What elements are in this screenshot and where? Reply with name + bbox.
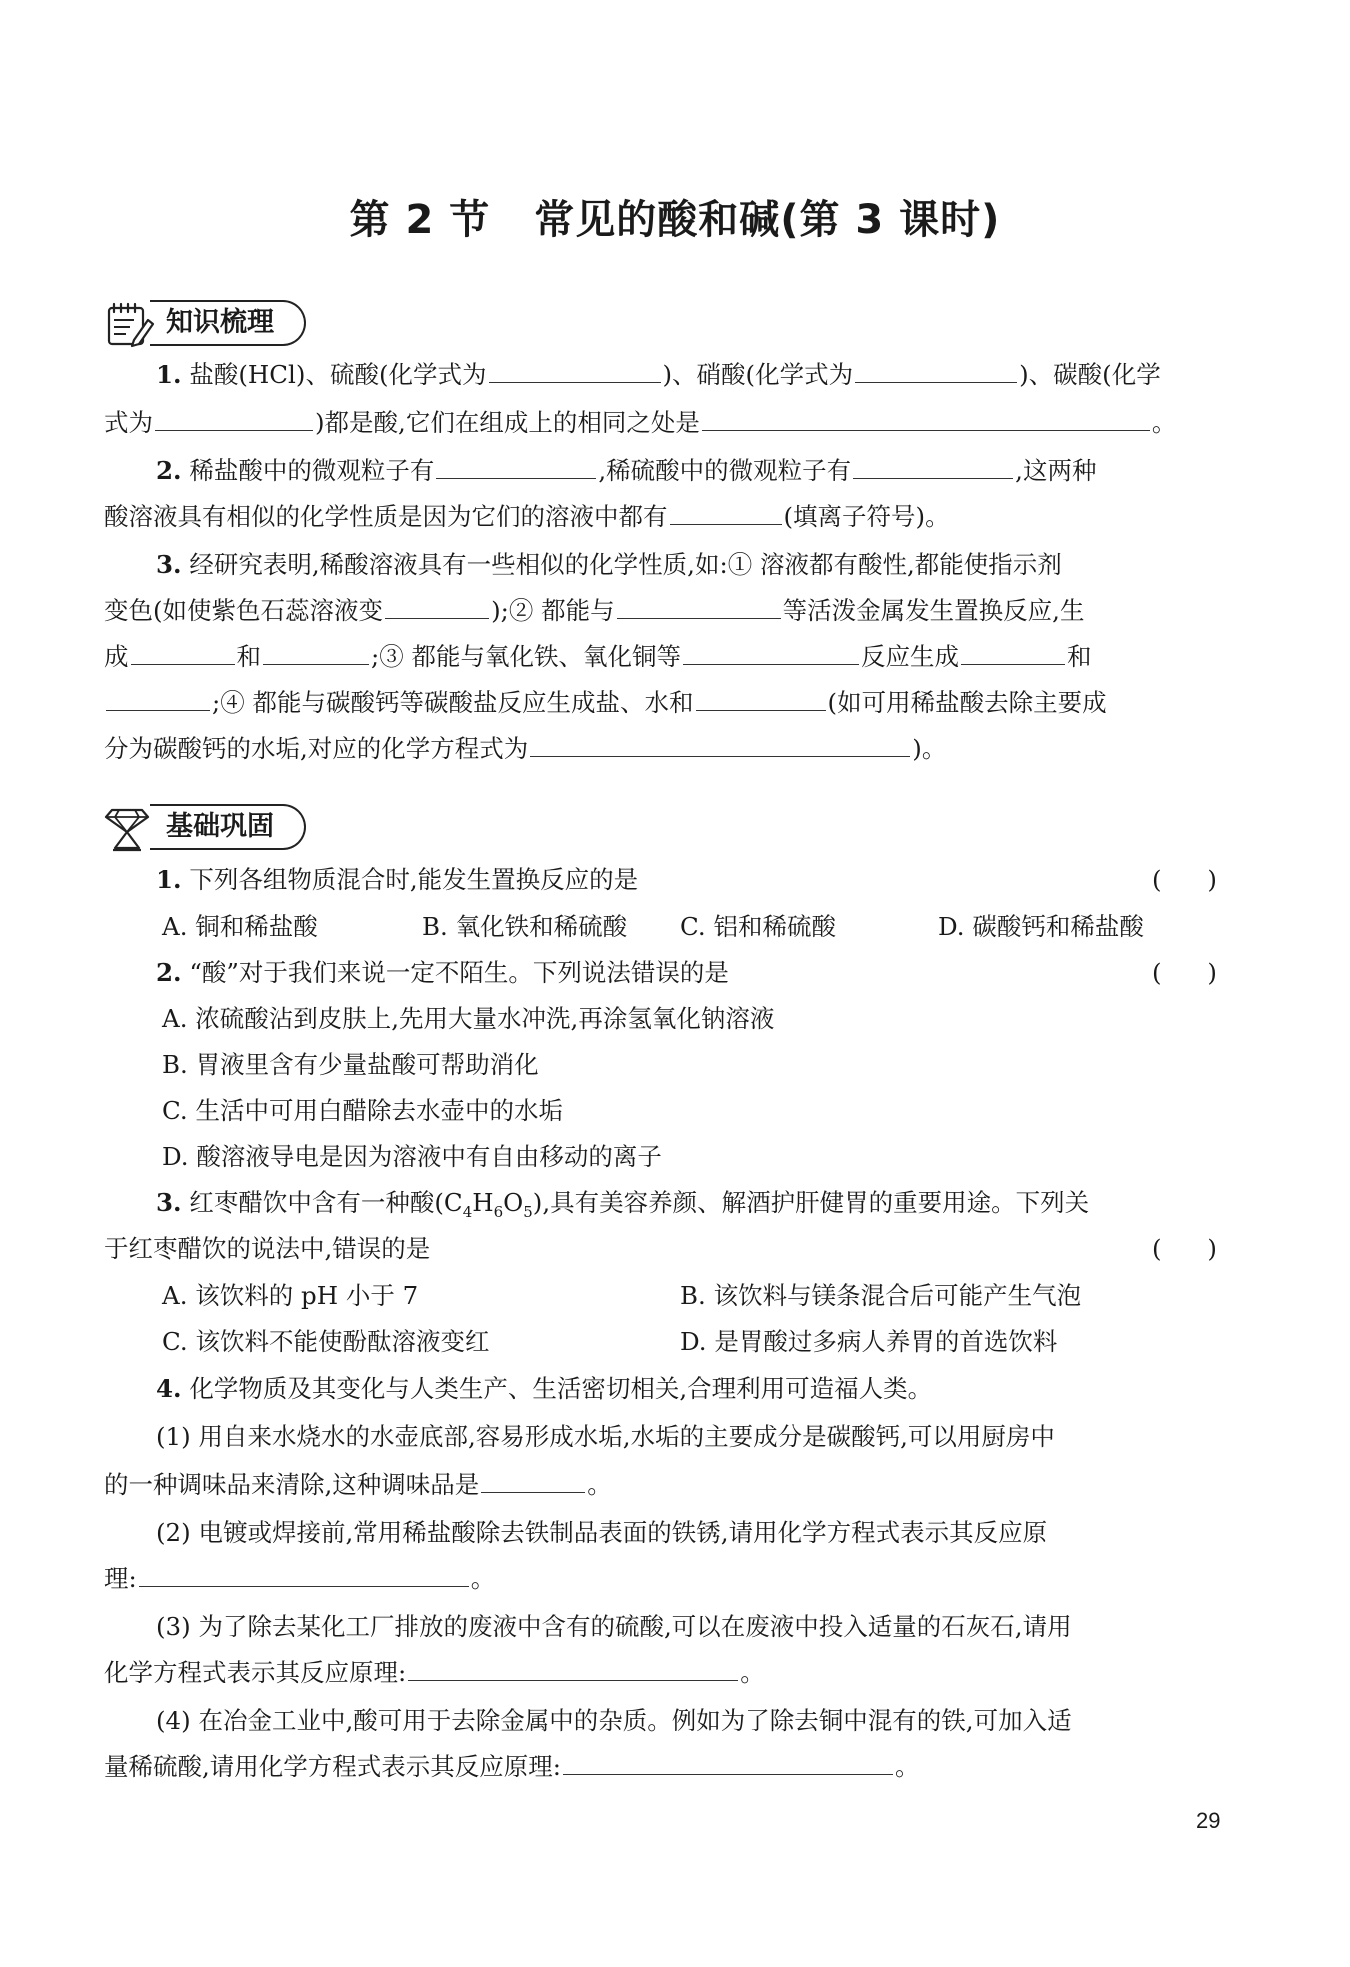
knowledge-q3-line1 <box>156 548 1062 582</box>
basics-q4-part1-line2 <box>104 1468 612 1502</box>
q-text: 等活泼金属发生置换反应,生 <box>782 596 1085 625</box>
knowledge-heading: 知识梳理 <box>150 300 306 346</box>
knowledge-q3-line3 <box>104 640 1092 674</box>
q-text: (如可用稀盐酸去除主要成 <box>827 688 1107 717</box>
q3-option-a[interactable]: A. 该饮料的 pH 小于 7 <box>162 1281 419 1310</box>
page-number: 29 <box>1196 1808 1221 1833</box>
q-text: H <box>472 1188 494 1217</box>
q-text: 式为 <box>104 408 153 437</box>
answer-blank[interactable] <box>961 640 1065 665</box>
answer-blank[interactable] <box>683 640 859 665</box>
knowledge-q2-line1 <box>156 454 1096 488</box>
q-text: 反应生成 <box>861 642 960 671</box>
q1-option-c[interactable]: C. 铝和稀硫酸 <box>680 912 836 941</box>
answer-blank[interactable] <box>481 1468 585 1493</box>
q1-option-d[interactable]: D. 碳酸钙和稀盐酸 <box>938 912 1144 941</box>
q-text: 稀盐酸中的微观粒子有 <box>189 456 435 485</box>
answer-blank[interactable] <box>617 594 781 619</box>
answer-parentheses[interactable]: ( ) <box>1152 1234 1217 1263</box>
answer-blank[interactable] <box>853 454 1013 479</box>
knowledge-q3-line4 <box>104 686 1107 720</box>
q-text: )。 <box>912 734 947 763</box>
answer-blank[interactable] <box>670 500 782 525</box>
basics-q1-stem <box>156 863 638 897</box>
subscript: 5 <box>523 1202 533 1221</box>
q3-option-d[interactable]: D. 是胃酸过多病人养胃的首选饮料 <box>680 1327 1058 1356</box>
basics-q4-part4-line1: (4) 在冶金工业中,酸可用于去除金属中的杂质。例如为了除去铜中混有的铁,可加入适 <box>156 1706 1072 1735</box>
q1-option-b[interactable]: B. 氧化铁和稀硫酸 <box>422 912 628 941</box>
q-text: 成 <box>104 642 129 671</box>
q-number: 1. <box>156 360 182 389</box>
subscript: 4 <box>462 1202 473 1221</box>
q-text: O <box>503 1188 524 1217</box>
knowledge-q1-line1 <box>156 358 1161 392</box>
section-number: 第 2 节 <box>349 197 491 243</box>
q-text: )都是酸,它们在组成上的相同之处是 <box>315 408 700 437</box>
basics-q4-part2-line1: (2) 电镀或焊接前,常用稀盐酸除去铁制品表面的铁锈,请用化学方程式表示其反应原 <box>156 1518 1048 1547</box>
q-text: 。 <box>895 1752 920 1781</box>
q-text: 经研究表明,稀酸溶液具有一些相似的化学性质,如:① 溶液都有酸性,都能使指示剂 <box>189 550 1062 579</box>
basics-q4-part2-line2 <box>104 1562 495 1596</box>
basics-heading: 基础巩固 <box>150 804 306 850</box>
answer-blank[interactable] <box>436 454 596 479</box>
q-text: “酸”对于我们来说一定不陌生。下列说法错误的是 <box>189 958 729 987</box>
answer-blank[interactable] <box>106 686 210 711</box>
answer-blank[interactable] <box>563 1750 893 1775</box>
answer-blank[interactable] <box>155 406 313 431</box>
basics-q3-stem-line1 <box>156 1186 1089 1229</box>
answer-blank[interactable] <box>408 1656 738 1681</box>
q-text: 分为碳酸钙的水垢,对应的化学方程式为 <box>104 734 529 763</box>
q-text: 化学方程式表示其反应原理: <box>104 1658 407 1687</box>
q-number: 1. <box>156 865 182 894</box>
basics-q3-stem-line2 <box>104 1232 430 1266</box>
q-number: 4. <box>156 1374 182 1403</box>
q-text: 。 <box>740 1658 765 1687</box>
q3-option-b[interactable]: B. 该饮料与镁条混合后可能产生气泡 <box>680 1281 1082 1310</box>
q3-option-c[interactable]: C. 该饮料不能使酚酞溶液变红 <box>162 1327 490 1356</box>
q-text: (填离子符号)。 <box>783 502 950 531</box>
q-text: 化学物质及其变化与人类生产、生活密切相关,合理利用可造福人类。 <box>189 1374 933 1403</box>
knowledge-q2-line2 <box>104 500 950 534</box>
q1-option-a[interactable]: A. 铜和稀盐酸 <box>162 912 318 941</box>
basics-q4-part1-line1: (1) 用自来水烧水的水壶底部,容易形成水垢,水垢的主要成分是碳酸钙,可以用厨房中 <box>156 1422 1055 1451</box>
answer-blank[interactable] <box>530 732 910 757</box>
q-text: 。 <box>587 1470 612 1499</box>
section-name: 常见的酸和碱(第 3 课时) <box>534 197 1001 243</box>
answer-blank[interactable] <box>131 640 235 665</box>
subscript: 6 <box>493 1202 504 1221</box>
q-text: 。 <box>470 1564 496 1593</box>
q-text: 和 <box>236 642 261 671</box>
q-text: 于红枣醋饮的说法中,错误的是 <box>104 1234 431 1263</box>
q2-option-a[interactable]: A. 浓硫酸沾到皮肤上,先用大量水冲洗,再涂氢氧化钠溶液 <box>162 1004 775 1033</box>
answer-parentheses[interactable]: ( ) <box>1152 865 1217 894</box>
answer-blank[interactable] <box>139 1562 469 1587</box>
q-text: );② 都能与 <box>491 596 615 625</box>
answer-blank[interactable] <box>385 594 489 619</box>
q-text: ),具有美容养颜、解酒护肝健胃的重要用途。下列关 <box>532 1188 1090 1217</box>
answer-blank[interactable] <box>855 358 1017 383</box>
q2-option-b[interactable]: B. 胃液里含有少量盐酸可帮助消化 <box>162 1050 539 1079</box>
knowledge-q3-line2 <box>104 594 1084 628</box>
knowledge-q1-line2 <box>104 406 1176 440</box>
q-text: )、硝酸(化学式为 <box>662 360 854 389</box>
basics-q2-stem <box>156 956 729 990</box>
page-title <box>0 188 1350 245</box>
answer-blank[interactable] <box>696 686 826 711</box>
answer-blank[interactable] <box>263 640 369 665</box>
basics-q4-stem <box>156 1372 932 1406</box>
q2-option-c[interactable]: C. 生活中可用白醋除去水壶中的水垢 <box>162 1096 563 1125</box>
q-text: 和 <box>1067 642 1092 671</box>
basics-q4-part3-line1: (3) 为了除去某化工厂排放的废液中含有的硫酸,可以在废液中投入适量的石灰石,请用 <box>156 1612 1072 1641</box>
basics-q4-part3-line2 <box>104 1656 765 1690</box>
q-text: 变色(如使紫色石蕊溶液变 <box>104 596 384 625</box>
answer-blank[interactable] <box>489 358 661 383</box>
q-text: ;③ 都能与氧化铁、氧化铜等 <box>371 642 682 671</box>
q2-option-d[interactable]: D. 酸溶液导电是因为溶液中有自由移动的离子 <box>162 1142 662 1171</box>
q-number: 2. <box>156 958 182 987</box>
q-text: ,这两种 <box>1015 456 1097 485</box>
q-text: 下列各组物质混合时,能发生置换反应的是 <box>189 865 639 894</box>
q-text: ;④ 都能与碳酸钙等碳酸盐反应生成盐、水和 <box>212 688 694 717</box>
q-number: 3. <box>156 550 182 579</box>
q-text: 理: <box>104 1564 137 1593</box>
q-number: 2. <box>156 456 182 485</box>
q-text: ,稀硫酸中的微观粒子有 <box>598 456 852 485</box>
q-text: 量稀硫酸,请用化学方程式表示其反应原理: <box>104 1752 562 1781</box>
knowledge-q3-line5 <box>104 732 946 766</box>
q-text: 盐酸(HCl)、硫酸(化学式为 <box>189 360 487 389</box>
q-number: 3. <box>156 1188 182 1217</box>
answer-blank[interactable] <box>702 406 1150 431</box>
q-text: )、碳酸(化学 <box>1019 360 1161 389</box>
q-text: 。 <box>1151 408 1177 437</box>
q-text: 的一种调味品来清除,这种调味品是 <box>104 1470 480 1499</box>
q-text: 红枣醋饮中含有一种酸(C <box>189 1188 463 1217</box>
q-text: 酸溶液具有相似的化学性质是因为它们的溶液中都有 <box>104 502 668 531</box>
basics-q4-part4-line2 <box>104 1750 920 1784</box>
answer-parentheses[interactable]: ( ) <box>1152 958 1217 987</box>
